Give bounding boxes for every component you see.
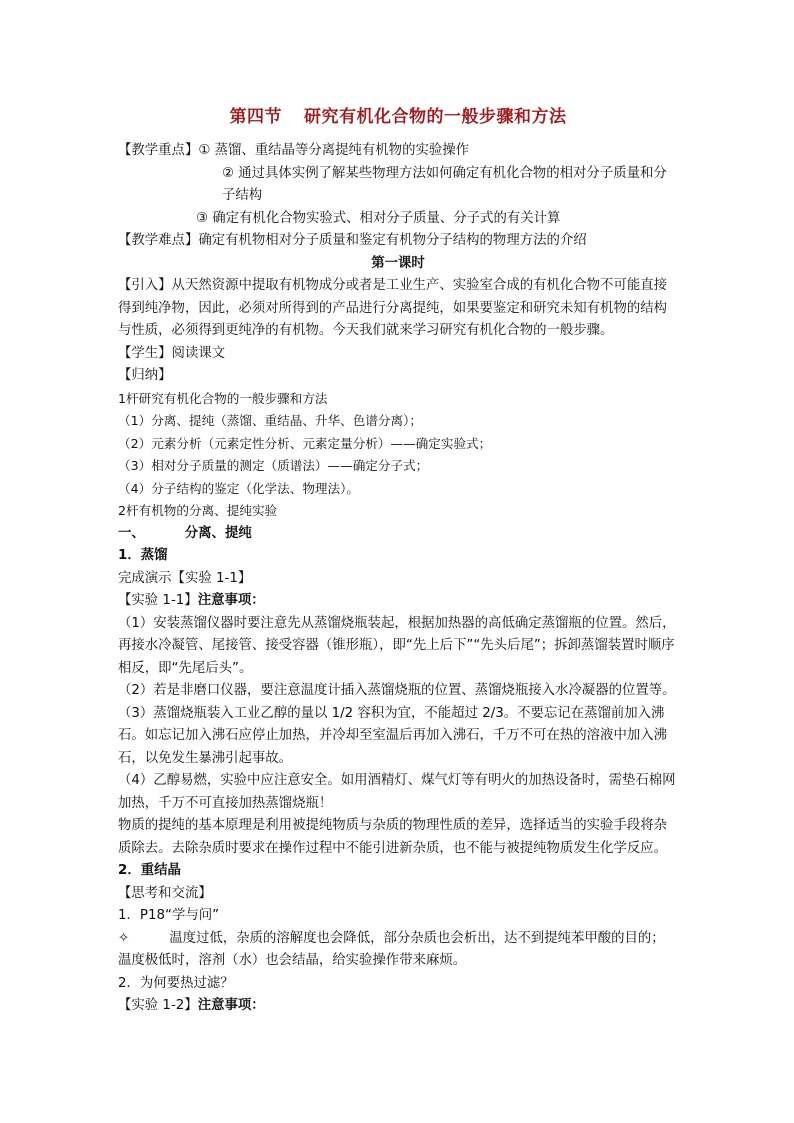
distill-principle: 物质的提纯的基本原理是利用被提纯物质与杂质的物理性质的差异，选择适当的实验手段将杂质除去。去除杂质时要求在操作过程中不能引进新杂质，也不能与被提纯物质发生化学反应。: [118, 818, 668, 856]
teaching-focus-item-3: ③ 确定有机化合物实验式、相对分子质量、分子式的有关计算: [196, 210, 561, 226]
distill-note-1: （1）安装蒸馏仪器时要注意先从蒸馏烧瓶装起，根据加热器的高低确定蒸馏瓶的位置。然后，再接水冷凝管、尾接管、接受容器（锥形瓶），即“先上后下”“先头后尾”；拆卸蒸馏装置时顺序相反，即“先尾后头”。: [118, 615, 676, 676]
recrystal-notes-label: 【实验 1-2】: [118, 998, 198, 1013]
section-number: 第四节: [229, 107, 282, 127]
teaching-difficulty-text: 确定有机物相对分子质量和鉴定有机物分子结构的物理方法的介绍: [198, 233, 587, 248]
summary-item-1: （1）分离、提纯（蒸馏、重结晶、升华、色谱分离）；: [118, 413, 422, 428]
summary-item-2: （2）元素分析（元素定性分析、元素定量分析）——确定实验式；: [118, 435, 492, 451]
lesson-title: 第一课时: [371, 255, 425, 271]
bullet-icon: ✧: [118, 930, 130, 946]
summary-item-3: （3）相对分子质量的测定（质谱法）——确定分子式；: [118, 458, 429, 473]
recrystal-notes-title: 注意事项：: [197, 998, 265, 1013]
teaching-focus-label: 【教学重点】: [118, 143, 199, 158]
intro-paragraph: 【引入】从天然资源中提取有机物成分或者是工业生产、实验室合成的有机化合物不可能直接得到纯净物，因此，必须对所得到的产品进行分离提纯，如果要鉴定和研究未知有机物的结构与性质，必须得到更纯净的有机物。今天我们就来学习研究有机化合物的一般步骤。: [118, 278, 668, 338]
recrystal-answer-line-2: 温度极低时，溶剂（水）也会结晶，给实验操作带来麻烦。: [118, 953, 467, 968]
summary-item-4: （4）分子结构的鉴定（化学法、物理法）。: [118, 480, 359, 496]
document-page: [118, 104, 678, 1018]
teaching-focus-line-1: [118, 140, 678, 163]
recrystal-think: 【思考和交流】: [118, 885, 212, 901]
teaching-difficulty-line: [118, 230, 678, 253]
teaching-focus-item-1: ① 蒸馏、重结晶等分离提纯有机物的实验操作: [198, 143, 470, 158]
teaching-focus-item-2-cont: 子结构: [222, 188, 263, 203]
section-1-title: 分离、提纯: [184, 525, 252, 541]
summary-heading: 1杆研究有机化合物的一般步骤和方法: [118, 390, 328, 406]
distill-notes-heading: [118, 590, 678, 613]
teaching-focus-item-2: ② 通过具体实例了解某些物理方法如何确定有机化合物的相对分子质量和分: [222, 165, 667, 181]
section-1-heading: [118, 523, 678, 546]
summary-heading-2: 2杆有机物的分离、提纯实验: [118, 503, 278, 518]
distill-demo: 完成演示【实验 1-1】: [118, 570, 252, 586]
distill-note-2: （2）若是非磨口仪器，要注意温度计插入蒸馏烧瓶的位置、蒸馏烧瓶接入水冷凝器的位置等。: [118, 683, 676, 698]
teaching-difficulty-label: 【教学难点】: [118, 233, 199, 248]
distill-heading: 1．蒸馏: [118, 548, 168, 563]
distill-note-3: （3）蒸馏烧瓶装入工业乙醇的量以 1/2 容积为宜，不能超过 2/3。不要忘记在蒸馏前加入沸石。如忘记加入沸石应停止加热，并冷却至室温后再加入沸石，千万不可在热的溶液中加入沸石，以免发生暴沸引起事故。: [118, 705, 668, 766]
recrystal-notes-heading: [118, 995, 678, 1018]
recrystal-q1: 1．P18“学与问”: [118, 908, 220, 923]
section-name: 研究有机化合物的一般步骤和方法: [304, 107, 567, 127]
recrystal-q2: 2．为何要热过滤？: [118, 975, 234, 991]
recrystal-heading: 2．重结晶: [118, 863, 181, 878]
distill-note-4: （4）乙醇易燃，实验中应注意安全。如用酒精灯、煤气灯等有明火的加热设备时，需垫石棉网加热，千万不可直接加热蒸馏烧瓶！: [118, 773, 676, 811]
summary-label: 【归纳】: [118, 368, 172, 383]
recrystal-answer-1: 温度过低，杂质的溶解度也会降低，部分杂质也会析出，达不到提纯苯甲酸的目的；: [169, 930, 665, 946]
page-title: [118, 104, 678, 130]
section-1-number: 一、: [118, 525, 145, 541]
distill-notes-label: 【实验 1-1】: [118, 593, 198, 608]
student-line: 【学生】阅读课文: [118, 345, 226, 361]
distill-notes-title: 注意事项：: [197, 593, 265, 608]
recrystal-answer-line-1: [118, 928, 678, 951]
